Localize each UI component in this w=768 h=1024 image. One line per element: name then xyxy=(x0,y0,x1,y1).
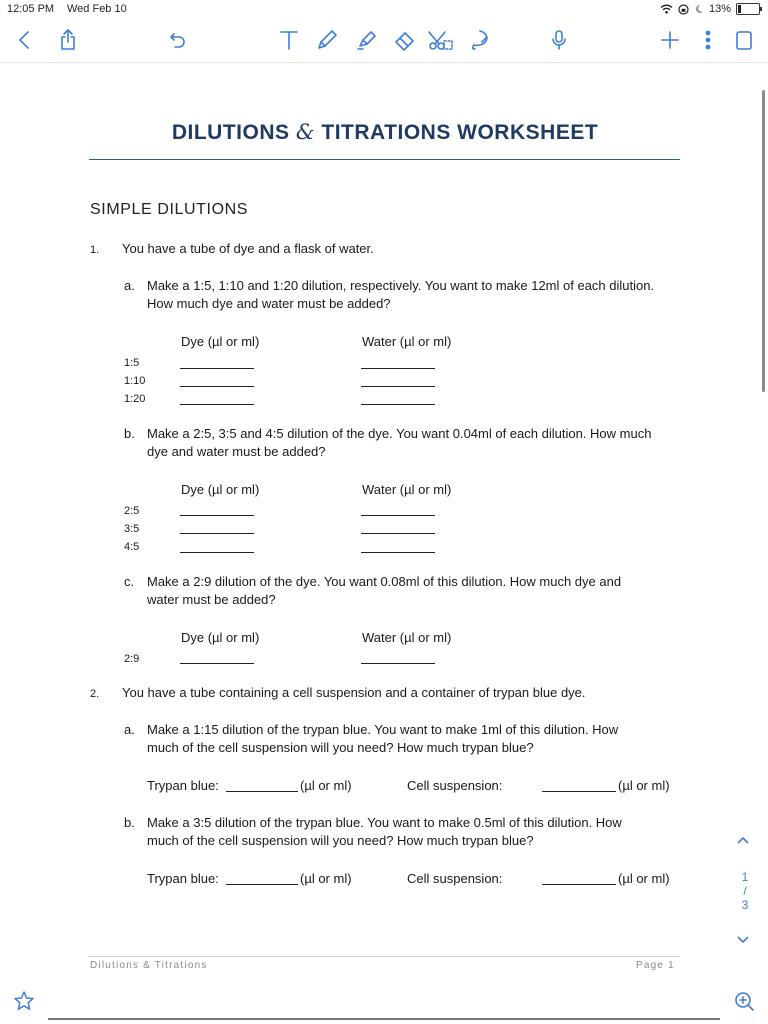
undo-icon[interactable] xyxy=(163,26,191,54)
q2b-unit-1: (µl or ml) xyxy=(300,871,352,886)
answer-blank[interactable] xyxy=(180,663,254,664)
q1a-col-water: Water (µl or ml) xyxy=(362,334,452,349)
page-separator: / xyxy=(743,884,747,898)
title-part-1: DILUTIONS xyxy=(171,121,290,144)
q1-number: 1. xyxy=(90,244,100,256)
moon-icon xyxy=(694,4,704,14)
text-tool-icon[interactable] xyxy=(275,26,303,54)
answer-blank[interactable] xyxy=(180,368,254,369)
status-bar xyxy=(0,0,768,20)
footer-left: Dilutions & Titrations xyxy=(90,960,208,971)
q2a-unit-2: (µl or ml) xyxy=(618,778,670,793)
answer-blank[interactable] xyxy=(226,791,298,792)
zoom-in-icon[interactable] xyxy=(732,989,756,1013)
toolbar xyxy=(0,20,768,60)
highlighter-icon[interactable] xyxy=(352,26,380,54)
answer-blank[interactable] xyxy=(361,552,435,553)
footer-page-number: Page 1 xyxy=(636,960,675,971)
q1a-col-dye: Dye (µl or ml) xyxy=(181,334,260,349)
q2b-line1: Make a 3:5 dilution of the trypan blue. You want to make 0.5ml of this dilution. How xyxy=(147,815,622,830)
status-right xyxy=(660,3,760,15)
battery-percent: 13% xyxy=(708,3,731,15)
scrollbar[interactable] xyxy=(762,90,765,392)
q1c-line1: Make a 2:9 dilution of the dye. You want 0.08ml of this dilution. How much dye and xyxy=(147,574,622,589)
answer-blank[interactable] xyxy=(542,884,616,885)
status-date: Wed Feb 10 xyxy=(67,3,127,15)
total-pages: 3 xyxy=(741,898,749,912)
q1a-line1: Make a 1:5, 1:10 and 1:20 dilution, respectively. You want to make 12ml of each dilution. xyxy=(147,278,655,293)
q2-text: You have a tube containing a cell suspension and a container of trypan blue dye. xyxy=(122,685,586,700)
previous-page-icon[interactable] xyxy=(736,834,750,848)
screen-lock-icon xyxy=(678,4,689,15)
answer-blank[interactable] xyxy=(180,404,254,405)
eraser-icon[interactable] xyxy=(391,26,419,54)
more-icon[interactable] xyxy=(694,26,722,54)
q2a-unit-1: (µl or ml) xyxy=(300,778,352,793)
pen-icon[interactable] xyxy=(313,26,341,54)
answer-blank[interactable] xyxy=(361,368,435,369)
pages-icon[interactable] xyxy=(730,26,758,54)
page-title xyxy=(90,120,680,145)
scissors-icon[interactable] xyxy=(427,26,455,54)
q1b-line1: Make a 2:5, 3:5 and 4:5 dilution of the dye. You want 0.04ml of each dilution. How much xyxy=(147,426,652,441)
q2-number: 2. xyxy=(90,688,100,700)
q1b-col-dye: Dye (µl or ml) xyxy=(181,482,260,497)
answer-blank[interactable] xyxy=(180,515,254,516)
footer-rule xyxy=(88,956,680,957)
q1c-col-dye: Dye (µl or ml) xyxy=(181,630,260,645)
q2b-cell-label: Cell suspension: xyxy=(407,871,503,886)
q1a-row-label: 1:10 xyxy=(124,375,146,387)
q2a-cell-label: Cell suspension: xyxy=(407,778,503,793)
q1a-row-label: 1:20 xyxy=(124,393,146,405)
current-page: 1 xyxy=(741,870,749,884)
q2a-line2: much of the cell suspension will you need? How much trypan blue? xyxy=(147,740,534,755)
q1c-col-water: Water (µl or ml) xyxy=(362,630,452,645)
answer-blank[interactable] xyxy=(361,663,435,664)
status-time: 12:05 PM xyxy=(7,3,55,15)
q1b-row-label: 2:5 xyxy=(124,505,140,517)
q1a-line2: How much dye and water must be added? xyxy=(147,296,391,311)
q1c-line2: water must be added? xyxy=(147,592,276,607)
answer-blank[interactable] xyxy=(542,791,616,792)
q1c-letter: c. xyxy=(124,574,135,589)
page-indicator xyxy=(740,870,750,912)
back-icon[interactable] xyxy=(10,26,38,54)
q1b-col-water: Water (µl or ml) xyxy=(362,482,452,497)
microphone-icon[interactable] xyxy=(545,26,573,54)
q1b-letter: b. xyxy=(124,426,135,441)
q1b-row-label: 4:5 xyxy=(124,541,140,553)
answer-blank[interactable] xyxy=(361,404,435,405)
favorite-star-icon[interactable] xyxy=(12,989,36,1013)
q2a-line1: Make a 1:15 dilution of the trypan blue. You want to make 1ml of this dilution. How xyxy=(147,722,619,737)
lasso-icon[interactable] xyxy=(466,26,494,54)
q2b-letter: b. xyxy=(124,815,135,830)
bottom-divider xyxy=(48,1018,720,1020)
q2b-line2: much of the cell suspension will you need? How much trypan blue? xyxy=(147,833,534,848)
q2a-letter: a. xyxy=(124,722,135,737)
q1b-line2: dye and water must be added? xyxy=(147,444,326,459)
answer-blank[interactable] xyxy=(180,533,254,534)
wifi-icon xyxy=(660,4,673,14)
answer-blank[interactable] xyxy=(180,552,254,553)
answer-blank[interactable] xyxy=(361,386,435,387)
title-rule xyxy=(89,159,680,160)
share-icon[interactable] xyxy=(54,26,82,54)
q2a-trypan-label: Trypan blue: xyxy=(147,778,219,793)
q1c-row-label: 2:9 xyxy=(124,653,140,665)
add-icon[interactable] xyxy=(656,26,684,54)
q1a-row-label: 1:5 xyxy=(124,357,140,369)
answer-blank[interactable] xyxy=(361,515,435,516)
q1-text: You have a tube of dye and a flask of water. xyxy=(122,241,374,256)
next-page-icon[interactable] xyxy=(736,934,750,948)
section-heading: SIMPLE DILUTIONS xyxy=(90,201,249,218)
answer-blank[interactable] xyxy=(180,386,254,387)
answer-blank[interactable] xyxy=(226,884,298,885)
answer-blank[interactable] xyxy=(361,533,435,534)
battery-icon xyxy=(736,3,760,15)
q2b-unit-2: (µl or ml) xyxy=(618,871,670,886)
title-ampersand: & xyxy=(295,120,316,144)
q1b-row-label: 3:5 xyxy=(124,523,140,535)
q2b-trypan-label: Trypan blue: xyxy=(147,871,219,886)
title-part-2: TITRATIONS WORKSHEET xyxy=(321,121,599,144)
q1a-letter: a. xyxy=(124,278,135,293)
